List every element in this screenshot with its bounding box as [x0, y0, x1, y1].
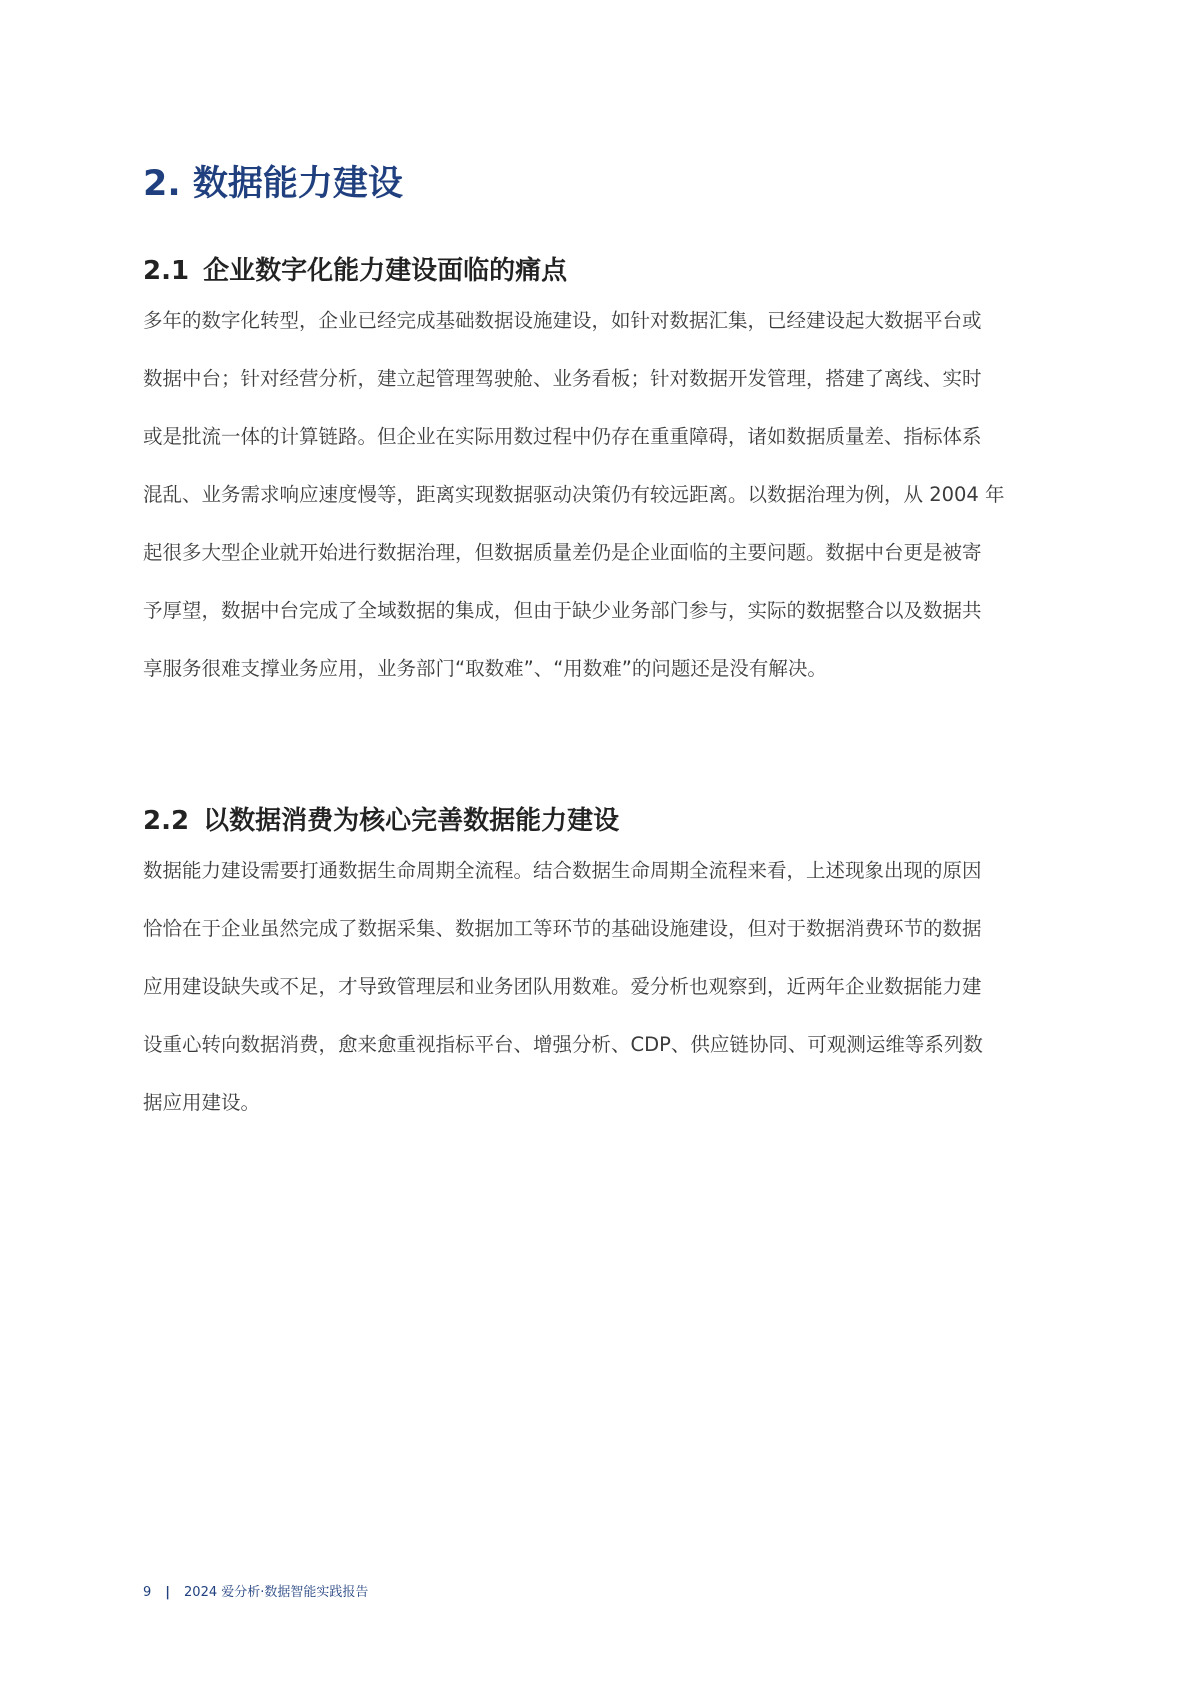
paragraph-line: 起很多大型企业就开始进行数据治理，但数据质量差仍是企业面临的主要问题。数据中台更是被寄 [143, 541, 982, 564]
paragraph-line: 应用建设缺失或不足，才导致管理层和业务团队用数难。爱分析也观察到，近两年企业数据能力建 [143, 975, 982, 998]
page-footer [143, 1581, 368, 1600]
paragraph-line: 据应用建设。 [143, 1091, 261, 1114]
paragraph-line: 多年的数字化转型，企业已经完成基础数据设施建设，如针对数据汇集，已经建设起大数据平台或 [143, 309, 982, 332]
section-number: 2.2 [143, 806, 190, 836]
footer-separator: | [165, 1585, 171, 1600]
page-number: 9 [143, 1585, 152, 1600]
paragraph-line: 混乱、业务需求响应速度慢等，距离实现数据驱动决策仍有较远距离。以数据治理为例，从 2004 年 [143, 483, 1005, 506]
section-number: 2.1 [143, 256, 190, 286]
paragraph-line: 或是批流一体的计算链路。但企业在实际用数过程中仍存在重重障碍，诸如数据质量差、指标体系 [143, 425, 982, 448]
paragraph-line: 予厚望，数据中台完成了全域数据的集成，但由于缺少业务部门参与，实际的数据整合以及数据共 [143, 599, 982, 622]
paragraph-line: 恰恰在于企业虽然完成了数据采集、数据加工等环节的基础设施建设，但对于数据消费环节的数据 [143, 917, 982, 940]
paragraph-line: 数据能力建设需要打通数据生命周期全流程。结合数据生命周期全流程来看，上述现象出现的原因 [143, 859, 982, 882]
page-title: 2. 数据能力建设 [143, 164, 403, 204]
paragraph-line: 设重心转向数据消费，愈来愈重视指标平台、增强分析、CDP、供应链协同、可观测运维等系列数 [143, 1033, 983, 1056]
section-heading-text: 企业数字化能力建设面临的痛点 [203, 256, 568, 286]
section-heading [143, 250, 567, 287]
paragraph-line: 数据中台；针对经营分析，建立起管理驾驶舱、业务看板；针对数据开发管理，搭建了离线、实时 [143, 367, 982, 390]
paragraph-line: 享服务很难支撑业务应用，业务部门“取数难”、“用数难”的问题还是没有解决。 [143, 657, 827, 680]
report-title: 2024 爱分析·数据智能实践报告 [184, 1585, 369, 1600]
section-heading-text: 以数据消费为核心完善数据能力建设 [203, 806, 620, 836]
section-heading [143, 800, 619, 837]
